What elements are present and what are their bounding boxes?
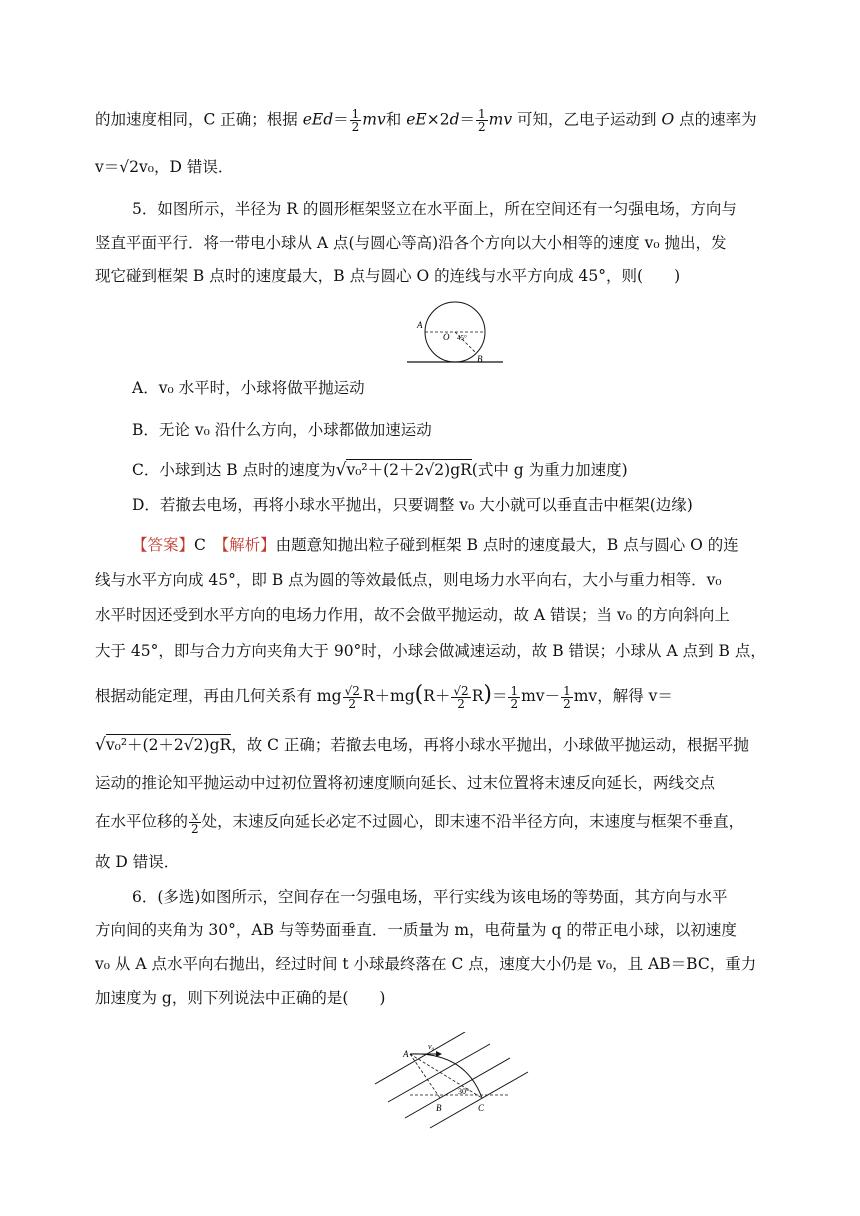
option-b: B．无论 v₀ 沿什么方向，小球都做加速运动 <box>132 421 432 439</box>
equipotential-line <box>375 1032 465 1084</box>
q6-field-figure <box>370 1032 530 1130</box>
label-O: O <box>443 332 450 342</box>
answer-value: C <box>194 536 206 554</box>
fraction: $\frac{√2}{2}$ <box>453 683 469 711</box>
analysis-line: 水平时因还受到水平方向的电场力作用，故不会做平抛运动，故 A 错误；当 v₀ 的方向斜向上 <box>95 606 730 624</box>
label-B: B <box>436 1103 442 1113</box>
fraction: $\frac{1}{2}$ <box>510 683 519 711</box>
fraction: $\frac{1}{2}$ <box>351 107 360 134</box>
ab-dashed <box>410 1054 440 1098</box>
label-angle: 45° <box>457 334 467 342</box>
q5-stem-line: 5．如图所示，半径为 R 的圆形框架竖立在水平面上，所在空间还有一匀强电场，方向与 <box>132 200 737 218</box>
q5-stem-line: 现它碰到框架 B 点时的速度最大，B 点与圆心 O 的连线与水平方向成 45°，则( ) <box>95 267 681 285</box>
analysis-line: 根据动能定理，再由几何关系有 mg $\frac{√2}{2}$ R＋mg(R＋ $\frac{√2}{2}$ R)＝ $\frac{1}{2}$ mv－ $\frac{1}{2}$ mv，解得 v＝ <box>95 682 673 711</box>
label-v0: v₀ <box>428 1042 435 1051</box>
analysis-line: 大于 45°，即与合力方向夹角大于 90°时，小球会做减速运动，故 B 错误；小球从 A 点到 B 点， <box>95 642 766 660</box>
fraction: $\frac{1}{2}$ <box>478 107 486 134</box>
analysis-line: 故 D 错误． <box>95 853 180 871</box>
label-A: A <box>403 1049 409 1059</box>
q6-stem-line: 6．(多选)如图所示，空间存在一匀强电场，平行实线为该电场的等势面，其方向与水平 <box>132 888 728 906</box>
option-a: A．v₀ 水平时，小球将做平抛运动 <box>132 379 365 397</box>
equipotential-line <box>430 1072 528 1128</box>
label-A: A <box>417 320 423 330</box>
text-line: 的加速度相同，C 正确；根据 eEd＝ $\frac{1}{2}$ mv和 eE×2d＝ $\frac{1}{2}$ mv 可知，乙电子运动到 O 点的速率为 <box>95 107 757 134</box>
answer-label: 【答案】 <box>132 536 195 554</box>
q6-stem-line: v₀ 从 A 点水平向右抛出，经过时间 t 小球最终落在 C 点，速度大小仍是 v₀，且 AB＝BC，重力 <box>95 955 757 973</box>
analysis-line: 【答案】C 【解析】由题意知抛出粒子碰到框架 B 点时的速度最大，B 点与圆心 O 的连 <box>132 536 739 554</box>
fraction: $\frac{√2}{2}$ <box>344 683 360 711</box>
label-angle: 30° <box>458 1087 470 1096</box>
q5-circle-figure <box>395 300 515 368</box>
q6-stem-line: 加速度为 g，则下列说法中正确的是( ) <box>95 989 386 1007</box>
label-B: B <box>477 354 483 364</box>
analysis-line: 在水平位移的 $\frac{x}{2}$ 处，末速反向延长必定不过圆心，即末速不沿半径方向，末速度与框架不垂直， <box>95 809 745 836</box>
analysis-line: 线与水平方向成 45°，即 B 点为圆的等效最低点，则电场力水平向右，大小与重力相等．v₀ <box>95 571 722 589</box>
analysis-label: 【解析】 <box>221 536 276 554</box>
text-line: v＝√2v₀，D 错误． <box>95 158 234 176</box>
ac-dashed <box>410 1054 482 1098</box>
analysis-line: √v₀²＋(2＋2√2)gR，故 C 正确；若撤去电场，再将小球水平抛出，小球做平抛运动，根据平抛 <box>95 735 749 755</box>
label-C: C <box>478 1103 485 1113</box>
q6-stem-line: 方向间的夹角为 30°，AB 与等势面垂直．一质量为 m，电荷量为 q 的带正电小球，以初速度 <box>95 921 737 939</box>
option-d: D．若撤去电场，再将小球水平抛出，只要调整 v₀ 大小就可以垂直击中框架(边缘) <box>132 496 693 514</box>
fraction: $\frac{x}{2}$ <box>191 809 199 836</box>
fraction: $\frac{1}{2}$ <box>563 683 571 711</box>
option-c: C．小球到达 B 点时的速度为√v₀²＋(2＋2√2)gR(式中 g 为重力加速度) <box>132 460 628 480</box>
analysis-line: 运动的推论知平抛运动中过初位置将初速度顺向延长、过末位置将末速反向延长，两线交点 <box>95 774 716 792</box>
q5-stem-line: 竖直平面平行．将一带电小球从 A 点(与圆心等高)沿各个方向以大小相等的速度 v₀ 抛出，发 <box>95 234 727 252</box>
arrow-head-icon <box>436 1051 442 1057</box>
